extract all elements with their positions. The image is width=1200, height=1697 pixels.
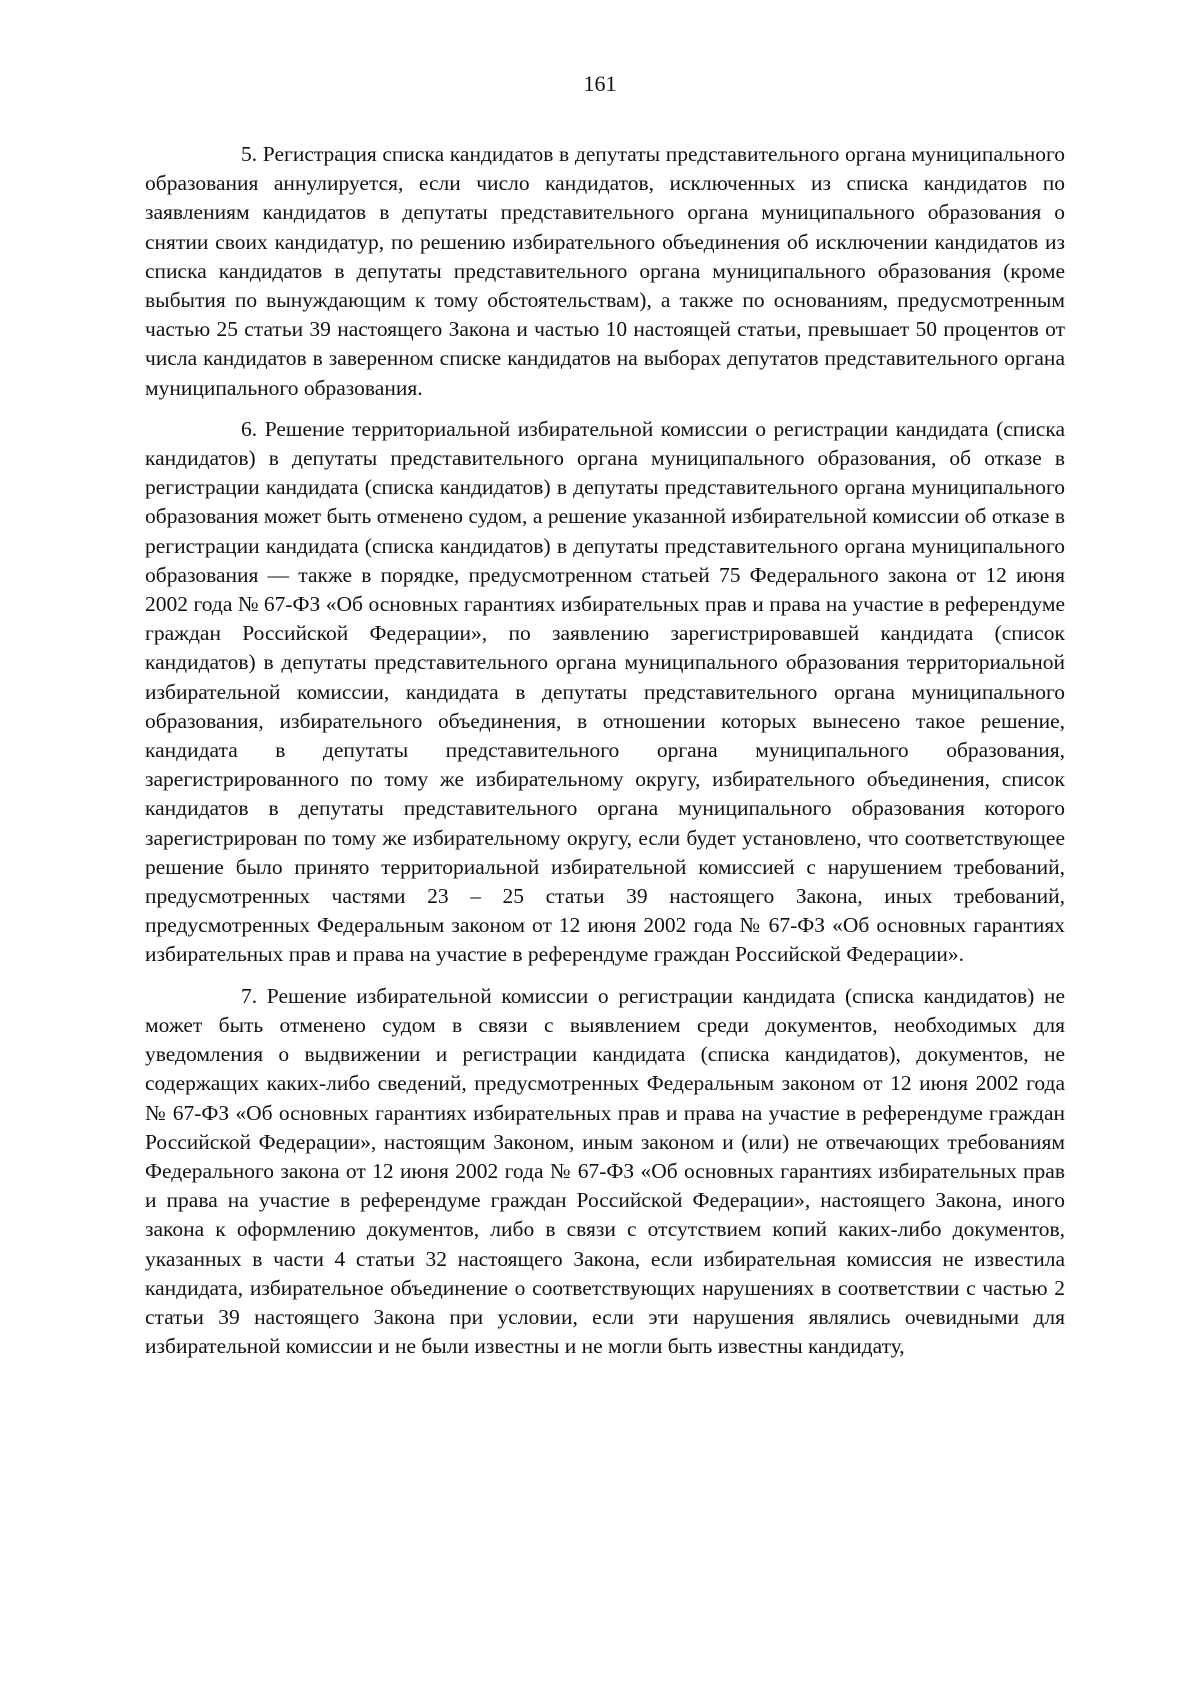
document-body [145,140,1065,1373]
paragraph-6: 6. Решение территориальной избирательной комиссии о регистрации кандидата (списка кандидатов) в депутаты представительного органа муниципального образования, об отказе в регистрации кандидата (списка кандидатов) в депутаты представительного органа муниципального образования может быть отменено судом, а решение указанной избирательной комиссии об отказе в регистрации кандидата (списка кандидатов) в депутаты представительного органа муниципального образования — также в порядке, предусмотренном статьей 75 Федерального закона от 12 июня 2002 года № 67-ФЗ «Об основных гарантиях избирательных прав и права на участие в референдуме граждан Российской Федерации», по заявлению зарегистрировавшей кандидата (список кандидатов) в депутаты представительного органа муниципального образования территориальной избирательной комиссии, кандидата в депутаты представительного органа муниципального образования, избирательного объединения, в отношении которых вынесено такое решение, кандидата в депутаты представительного органа муниципального образования, зарегистрированного по тому же избирательному округу, избирательного объединения, список кандидатов в депутаты представительного органа муниципального образования которого зарегистрирован по тому же избирательному округу, если будет установлено, что соответствующее решение было принято территориальной избирательной комиссией с нарушением требований, предусмотренных частями 23 – 25 статьи 39 настоящего Закона, иных требований, предусмотренных Федеральным законом от 12 июня 2002 года № 67-ФЗ «Об основных гарантиях избирательных прав и права на участие в референдуме граждан Российской Федерации». [145,416,1065,967]
paragraph-5: 5. Регистрация списка кандидатов в депутаты представительного органа муниципального образования аннулируется, если число кандидатов, исключенных из списка кандидатов по заявлениям кандидатов в депутаты представительного органа муниципального образования о снятии своих кандидатур, по решению избирательного объединения об исключении кандидатов из списка кандидатов в депутаты представительного органа муниципального образования (кроме выбытия по вынуждающим к тому обстоятельствам), а также по основаниям, предусмотренным частью 25 статьи 39 настоящего Закона и частью 10 настоящей статьи, превышает 50 процентов от числа кандидатов в заверенном списке кандидатов на выборах депутатов представительного органа муниципального образования. [145,142,1065,400]
page-number: 161 [583,71,617,96]
paragraph-7: 7. Решение избирательной комиссии о регистрации кандидата (списка кандидатов) не может быть отменено судом в связи с выявлением среди документов, необходимых для уведомления о выдвижении и регистрации кандидата (списка кандидатов), документов, не содержащих каких-либо сведений, предусмотренных Федеральным законом от 12 июня 2002 года № 67-ФЗ «Об основных гарантиях избирательных прав и права на участие в референдуме граждан Российской Федерации», настоящим Законом, иным законом и (или) не отвечающих требованиям Федерального закона от 12 июня 2002 года № 67-ФЗ «Об основных гарантиях избирательных прав и права на участие в референдуме граждан Российской Федерации», настоящего Закона, иного закона к оформлению документов, либо в связи с отсутствием копий каких-либо документов, указанных в части 4 статьи 32 настоящего Закона, если избирательная комиссия не известила кандидата, избирательное объединение о соответствующих нарушениях в соответствии с частью 2 статьи 39 настоящего Закона при условии, если эти нарушения являлись очевидными для избирательной комиссии и не были известны и не могли быть известны кандидату, [145,983,1065,1359]
